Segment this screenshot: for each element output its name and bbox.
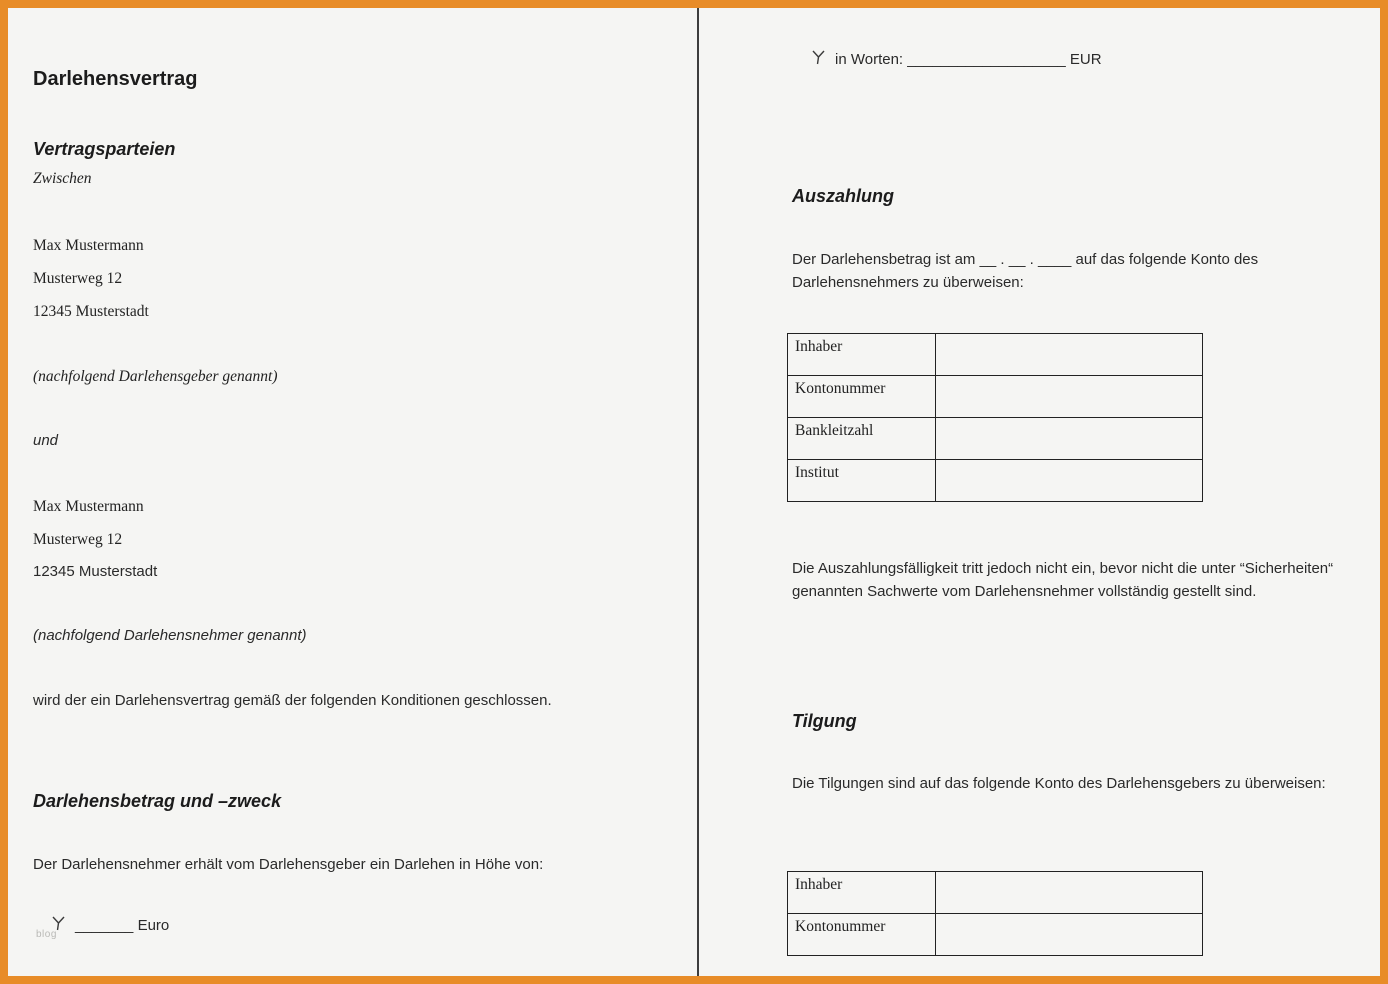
amount-blank-line: _______ Euro [75,917,170,935]
und-label: und [33,432,59,449]
words-line [812,50,1102,70]
row-value [936,334,1203,376]
row-value [936,418,1203,460]
borrower-note: (nachfolgend Darlehensnehmer genannt) [33,627,307,644]
table-row [788,418,1203,460]
row-value [936,872,1203,914]
row-value [936,460,1203,502]
zwischen-label: Zwischen [33,170,92,187]
row-value [936,376,1203,418]
borrower-name: Max Mustermann [33,498,144,515]
contract-closing-line: wird der ein Darlehensvertrag gemäß der folgenden Konditionen geschlossen. [33,692,552,709]
crow-foot-bullet-icon [812,50,825,70]
lender-name: Max Mustermann [33,237,144,254]
table-row [788,334,1203,376]
tilgung-heading: Tilgung [792,711,857,731]
table-row [788,460,1203,502]
sicherheiten-text: Die Auszahlungsfälligkeit tritt jedoch nicht ein, bevor nicht die unter “Sicherheiten“ genannten Sachwerte vom Darlehensnehmer vollständig gestellt sind. [792,560,1334,600]
payout-account-table [787,333,1203,502]
row-label: Kontonummer [788,914,936,956]
row-label: Inhaber [788,334,936,376]
document-title: Darlehensvertrag [33,68,198,90]
auszahlung-heading: Auszahlung [792,186,894,206]
table-row [788,914,1203,956]
words-blank-line: in Worten: ___________________ EUR [835,51,1102,69]
row-label: Inhaber [788,872,936,914]
row-value [936,914,1203,956]
parties-heading: Vertragsparteien [33,139,176,159]
row-label: Bankleitzahl [788,418,936,460]
lender-city: 12345 Musterstadt [33,303,149,320]
borrower-city: 12345 Musterstadt [33,563,158,580]
tilgung-text: Die Tilgungen sind auf das folgende Konto des Darlehensgebers zu überweisen: [792,775,1326,792]
borrower-street: Musterweg 12 [33,531,123,548]
page-divider [697,8,699,976]
lender-note: (nachfolgend Darlehensgeber genannt) [33,368,278,385]
table-row [788,376,1203,418]
amount-bullet-line [52,916,169,936]
table-row [788,872,1203,914]
row-label: Institut [788,460,936,502]
amount-intro: Der Darlehensnehmer erhält vom Darlehensgeber ein Darlehen in Höhe von: [33,856,544,873]
watermark-text: blog [36,929,57,940]
repayment-account-table [787,871,1203,956]
auszahlung-text: Der Darlehensbetrag ist am __ . __ . ____ auf das folgende Konto des Darlehensnehmers zu überweisen: [792,251,1259,291]
lender-street: Musterweg 12 [33,270,123,287]
amount-heading: Darlehensbetrag und –zweck [33,791,282,811]
row-label: Kontonummer [788,376,936,418]
